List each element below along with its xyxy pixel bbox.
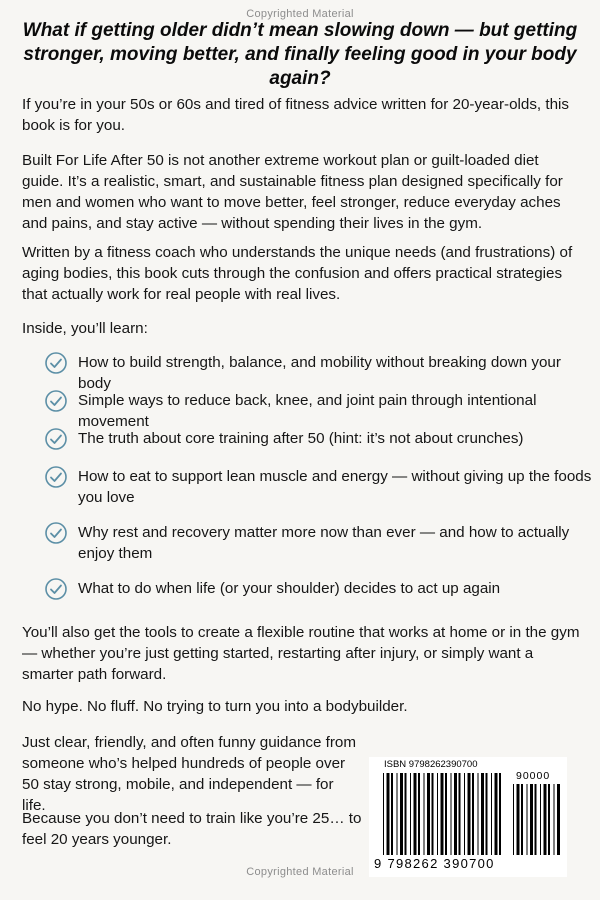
barcode-bar xyxy=(491,773,492,855)
barcode-bar xyxy=(445,773,447,855)
list-item-text: The truth about core training after 50 (hint: it’s not about crunches) xyxy=(78,430,524,447)
barcode-bar xyxy=(535,784,537,855)
guidance-paragraph: Just clear, friendly, and often funny guidance from someone who’s helped hundreds of people over 50 stay strong, mobile, and independent — for life. xyxy=(22,734,357,814)
check-circle-icon xyxy=(44,427,68,451)
barcode-bar xyxy=(530,784,533,855)
barcode-bar xyxy=(410,773,411,855)
isbn-label: ISBN 9798262390700 xyxy=(384,759,478,770)
barcode-bar xyxy=(451,773,452,855)
barcode-bar xyxy=(397,773,398,855)
barcode-bar xyxy=(432,773,434,855)
list-item-text: How to eat to support lean muscle and energy — without giving up the foods you love xyxy=(78,468,592,506)
list-item-text: How to build strength, balance, and mobility without breaking down your body xyxy=(78,354,561,392)
barcode-bar xyxy=(544,784,547,855)
watermark-top: Copyrighted Material xyxy=(246,8,354,20)
check-circle-icon xyxy=(44,351,68,375)
barcode-bar xyxy=(513,784,514,855)
barcode-bar xyxy=(472,773,474,855)
barcode-bar xyxy=(391,773,393,855)
barcode-bar xyxy=(478,773,479,855)
barcode-bar xyxy=(424,773,425,855)
barcode-bar xyxy=(387,773,390,855)
barcode-bar xyxy=(454,773,457,855)
barcode-bar xyxy=(540,784,541,855)
tools-paragraph: You’ll also get the tools to create a flexible routine that works at home or in the gym — whether you’re just getting started, restarting after injury, or simply want a smarter path forward. xyxy=(22,624,580,683)
barcode-bar xyxy=(527,784,528,855)
barcode-bar xyxy=(437,773,438,855)
barcode-bar xyxy=(554,784,555,855)
book-paragraph: Built For Life After 50 is not another extreme workout plan or guilt-loaded diet guide. It’s a realistic, smart, and sustainable fitness plan designed specifically for men and women who want to move better, feel stronger, reduce everyday aches and pains, and stay active — without spending their lives in the gym. xyxy=(22,152,563,232)
list-item-text: Simple ways to reduce back, knee, and joint pain through intentional movement xyxy=(78,392,537,430)
check-circle-icon xyxy=(44,521,68,545)
barcode-bar xyxy=(464,773,465,855)
barcode-bar xyxy=(517,784,520,855)
no-hype-paragraph: No hype. No fluff. No trying to turn you into a bodybuilder. xyxy=(22,698,408,715)
barcode-bar xyxy=(521,784,523,855)
author-paragraph: Written by a fitness coach who understands the unique needs (and frustrations) of aging bodies, this book cuts through the confusion and offers practical strategies that actually work for real people with real lives. xyxy=(22,244,573,303)
barcode-bar xyxy=(459,773,461,855)
watermark-bottom: Copyrighted Material xyxy=(246,866,354,878)
barcode-bar xyxy=(499,773,501,855)
barcode-digits: 9 798262 390700 xyxy=(374,856,495,871)
barcode-bar xyxy=(481,773,484,855)
list-item-text: What to do when life (or your shoulder) decides to act up again xyxy=(78,580,501,597)
barcode-bar xyxy=(418,773,420,855)
headline: What if getting older didn’t mean slowing down — but getting stronger, moving better, and finally feeling good in your body again? xyxy=(22,20,578,89)
barcode-bar xyxy=(414,773,417,855)
barcode-bar xyxy=(405,773,407,855)
closing-paragraph: Because you don’t need to train like you’re 25… to feel 20 years younger. xyxy=(22,810,362,848)
barcode-bar xyxy=(427,773,430,855)
barcode-bar xyxy=(486,773,488,855)
barcode-bar xyxy=(441,773,444,855)
isbn-barcode xyxy=(369,757,567,877)
barcode-bar xyxy=(495,773,498,855)
check-circle-icon xyxy=(44,577,68,601)
barcode-bar xyxy=(468,773,471,855)
inside-paragraph: Inside, you’ll learn: xyxy=(22,320,148,337)
barcode-bar xyxy=(548,784,550,855)
list-item-text: Why rest and recovery matter more now than ever — and how to actually enjoy them xyxy=(78,524,570,562)
intro-paragraph: If you’re in your 50s or 60s and tired of fitness advice written for 20-year-olds, this book is for you. xyxy=(22,96,570,134)
check-circle-icon xyxy=(44,465,68,489)
barcode-bar xyxy=(383,773,384,855)
price-code: 90000 xyxy=(516,770,551,782)
barcode-bar xyxy=(400,773,403,855)
check-circle-icon xyxy=(44,389,68,413)
barcode-bar xyxy=(557,784,560,855)
